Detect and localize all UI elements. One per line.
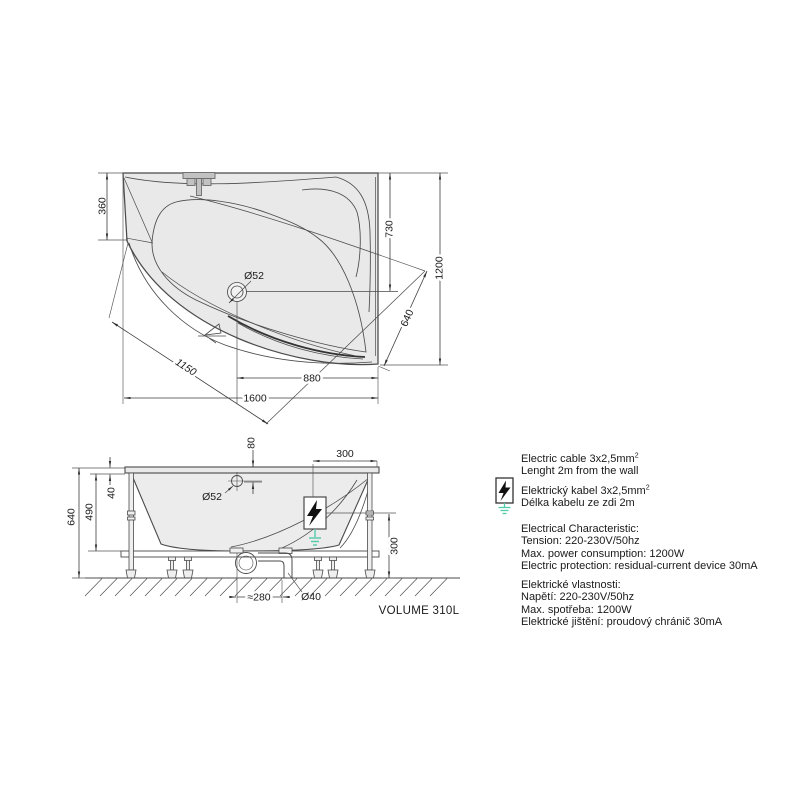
dim-waste-280: ≈280 (247, 591, 271, 604)
dim-drain-80: 80 (245, 437, 258, 449)
dim-height-640: 640 (65, 508, 78, 526)
electrical-characteristics (521, 523, 758, 628)
cable-note-en-1: Electric cable $3x2,5mm^2$ (521, 452, 639, 465)
dim-box-300: 300 (336, 448, 354, 460)
electrical-cz-tension: Napětí: 220-230V/50hz (521, 591, 635, 604)
dim-width-880: 880 (303, 372, 321, 385)
cable-note-cz-2: Délka kabelu ze zdi 2m (521, 496, 635, 509)
electrical-cz-protection: Elektrické jištění: proudový chránič 30mA (521, 616, 723, 629)
ground-symbol-icon (499, 503, 511, 514)
electrical-cz-power: Max. spotřeba: 1200W (521, 603, 632, 616)
electrical-en-tension: Tension: 220-230V/50hz (521, 535, 640, 548)
electrical-cz-title: Elektrické vlastnosti: (521, 579, 621, 592)
dim-rim-40: 40 (105, 487, 118, 499)
dim-width-1600: 1600 (243, 392, 267, 405)
dim-height-490: 490 (83, 503, 96, 521)
label-drain-top: Ø52 (244, 270, 264, 282)
volume-label: VOLUME 310L (378, 605, 460, 617)
electrical-en-protection: Electric protection: residual-current device 30mA (521, 559, 758, 572)
dim-boxheight-300: 300 (388, 537, 401, 555)
electrical-en-power: Max. power consumption: 1200W (521, 547, 685, 560)
electrical-en-title: Electrical Characteristic: (521, 523, 639, 535)
dim-left-360: 360 (96, 197, 109, 215)
cable-note (521, 453, 650, 509)
label-waste-pipe: Ø40 (301, 591, 321, 603)
cable-note-cz-1: Elektrický kabel $3x2,5mm^2$ (521, 483, 650, 497)
dim-front-1150: 1150 (172, 356, 199, 379)
label-drain-side: Ø52 (202, 491, 222, 503)
dim-diag-640: 640 (398, 307, 417, 329)
cable-note-en-2: Lenght 2m from the wall (521, 465, 639, 478)
dim-depth-1200: 1200 (433, 256, 446, 280)
dim-depth-730: 730 (383, 220, 396, 238)
electric-note-icon (495, 477, 515, 517)
